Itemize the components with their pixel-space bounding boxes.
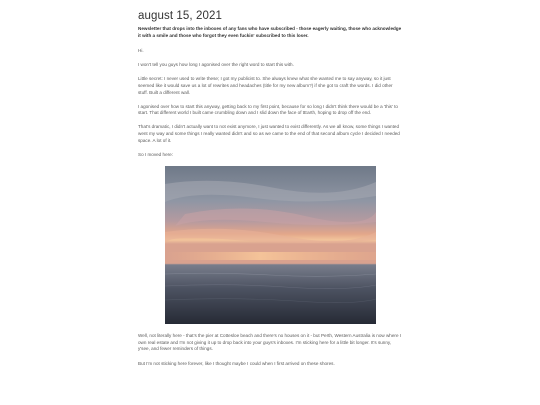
post-subtitle: Newsletter that drops into the inboxes of any fans who have subscribed - those eagerly waiting, those who acknowledge it with a smile and those who forgot they even fuckin' subscribed to this loser. [138, 26, 402, 38]
blog-post [138, 10, 402, 375]
paragraph: So I moved here: [138, 151, 173, 157]
paragraph: Little secret: I never used to write these; I got my publicist to. She always knew what she wanted me to say anyway, so it just seemed like it would save us a lot of rewrites and headaches (title for my new album?) if she got to craft the words. I did other stuff. Built a different wall. [138, 76, 393, 95]
paragraph: But I'm not sticking here forever, like I thought maybe I could when I first arrived on these shores. [138, 360, 335, 366]
paragraph: I agonised over how to start this anyway, getting back to my first point, because for so long I didn't think there would be a 'this' to start. That different world I built came crumbling down and I slid down the face of tEarth, hoping to drop off the end. [138, 103, 398, 116]
paragraph: Hi. [138, 48, 144, 54]
paragraph: Well, not literally here - that's the pier at Cottesloe beach and there's no houses on it - but Perth, Western Australia is now where I own real estate and I'm not giving it up to drop back into your guys's inboxes. I'm sticking here for a little bit longer. It's sunny, y'see, and fewer reminders of things. [138, 333, 402, 352]
sunset-photo[interactable] [165, 166, 376, 324]
paragraph: That's dramatic, I didn't actually want to not exist anymore, I just wanted to exist differently. As we all know, some things I wanted went my way and some things I really wanted didn't and so as we came to the end of that second album cycle I decided I needed space. A lot of it. [138, 124, 400, 143]
paragraph: I won't tell you guys how long I agonised over the right word to start this with. [138, 62, 294, 68]
post-date: august 15, 2021 [138, 10, 222, 22]
